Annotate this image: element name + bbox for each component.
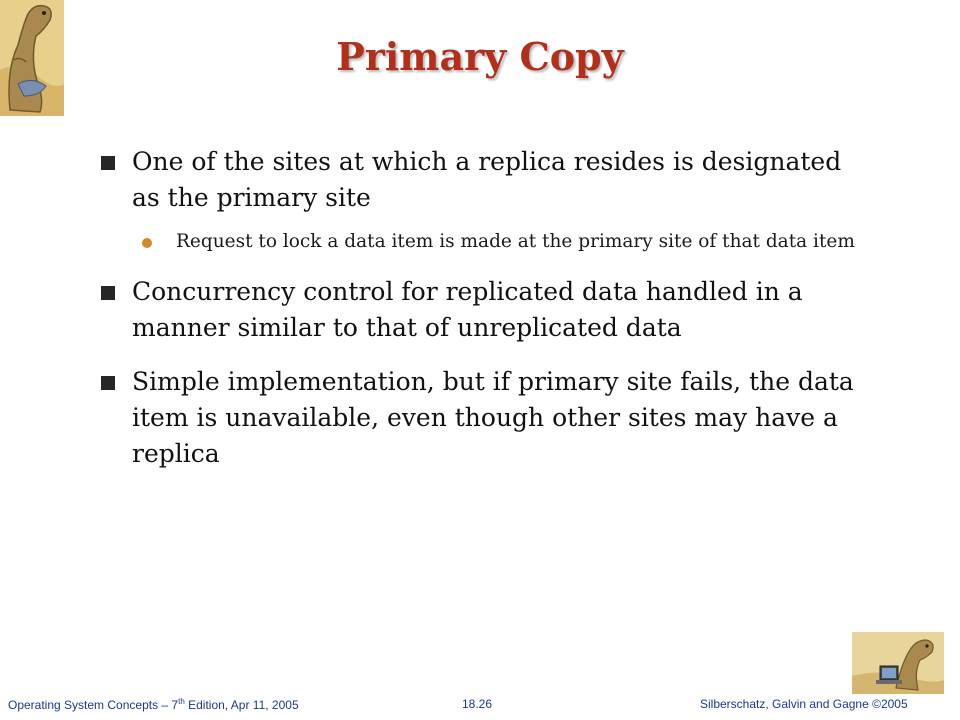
square-bullet-icon <box>101 286 115 300</box>
footer-page-number: 18.26 <box>462 697 493 711</box>
bullet-list <box>100 144 860 490</box>
sub-bullet-text: Request to lock a data item is made at the primary site of that data item <box>176 231 855 252</box>
footer-right: Silberschatz, Galvin and Gagne ©2005 <box>700 697 908 711</box>
square-bullet-icon <box>101 376 115 390</box>
bullet-item <box>100 144 860 216</box>
square-bullet-icon <box>101 156 115 170</box>
circle-bullet-icon <box>142 238 152 248</box>
sub-bullet-item <box>140 228 860 256</box>
dinosaur-laptop-icon <box>852 632 944 694</box>
bullet-item <box>100 274 860 346</box>
bullet-text: One of the sites at which a replica resides is designated as the primary site <box>132 147 842 212</box>
footer-course-title: Operating System Concepts – 7 <box>8 698 179 712</box>
bullet-text: Concurrency control for replicated data handled in a manner similar to that of unreplicated data <box>132 277 803 342</box>
footer-left <box>8 697 299 712</box>
bullet-item <box>100 364 860 472</box>
footer-edition-date: Edition, Apr 11, 2005 <box>184 698 299 712</box>
footer-sup: th <box>178 697 185 706</box>
bullet-text: Simple implementation, but if primary site fails, the data item is unavailable, even though other sites may have a replica <box>132 367 854 468</box>
slide-title: Primary Copy <box>336 34 624 79</box>
